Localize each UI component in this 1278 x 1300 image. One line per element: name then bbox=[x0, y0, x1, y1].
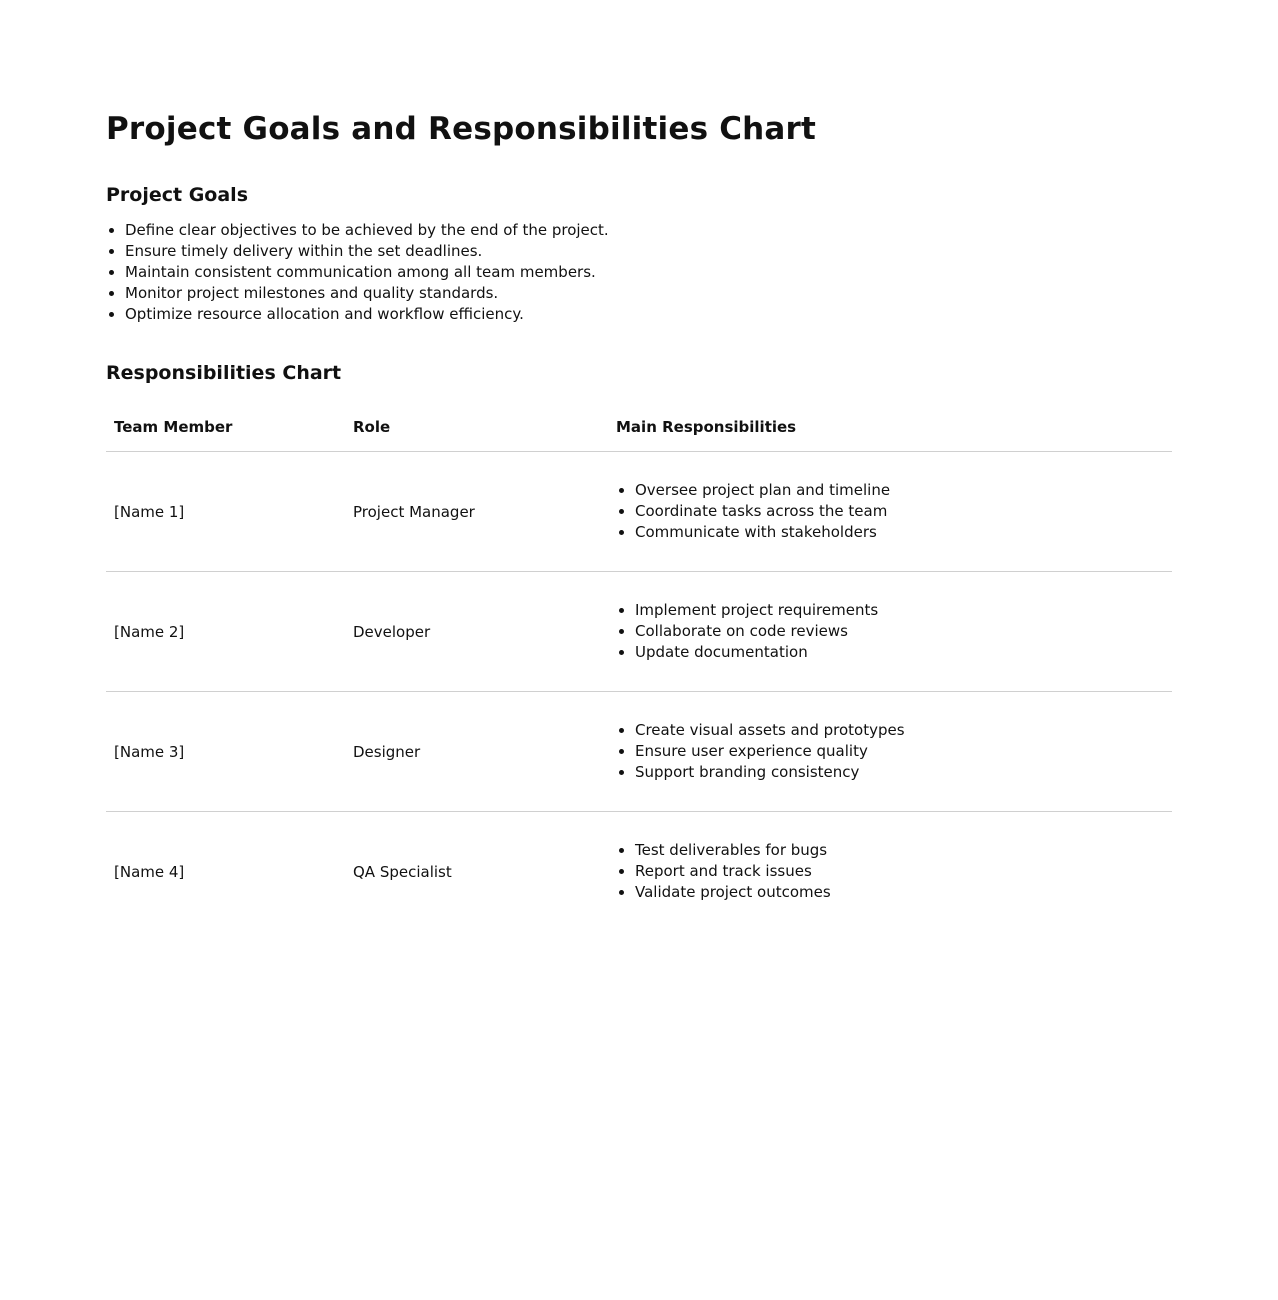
responsibility-item: • Oversee project plan and timeline bbox=[635, 480, 1164, 501]
responsibility-list bbox=[616, 600, 1164, 663]
table-header-row bbox=[106, 403, 1172, 452]
responsibility-item: • Communicate with stakeholders bbox=[635, 522, 1164, 543]
responsibilities-cell bbox=[608, 452, 1172, 572]
responsibility-item: • Implement project requirements bbox=[635, 600, 1164, 621]
responsibility-item: • Ensure user experience quality bbox=[635, 741, 1164, 762]
goal-item: • Monitor project milestones and quality standards. bbox=[125, 283, 1172, 304]
responsibilities-cell bbox=[608, 572, 1172, 692]
goals-list bbox=[106, 220, 1172, 325]
responsibilities-table bbox=[106, 403, 1172, 931]
team-member-cell: [Name 3] bbox=[106, 692, 345, 812]
role-cell: QA Specialist bbox=[353, 862, 452, 881]
page-title: Project Goals and Responsibilities Chart bbox=[106, 111, 817, 147]
table-row bbox=[106, 692, 1172, 812]
goal-item: • Maintain consistent communication among all team members. bbox=[125, 262, 1172, 283]
table-row bbox=[106, 452, 1172, 572]
responsibilities-cell bbox=[608, 692, 1172, 812]
table-row bbox=[106, 812, 1172, 932]
responsibility-item: • Collaborate on code reviews bbox=[635, 621, 1164, 642]
table-row bbox=[106, 572, 1172, 692]
column-header-team-member: Team Member bbox=[106, 403, 345, 452]
goal-item: • Optimize resource allocation and workflow efficiency. bbox=[125, 304, 1172, 325]
goal-item: • Define clear objectives to be achieved by the end of the project. bbox=[125, 220, 1172, 241]
responsibility-item: • Update documentation bbox=[635, 642, 1164, 663]
responsibility-item: • Coordinate tasks across the team bbox=[635, 501, 1164, 522]
column-header-main-responsibilities: Main Responsibilities bbox=[608, 403, 1172, 452]
responsibilities-cell bbox=[608, 812, 1172, 932]
role-cell: Designer bbox=[345, 692, 608, 812]
responsibility-list bbox=[616, 720, 1164, 783]
responsibility-item: • Support branding consistency bbox=[635, 762, 1164, 783]
responsibility-item: • Create visual assets and prototypes bbox=[635, 720, 1164, 741]
team-member-cell: [Name 4] bbox=[114, 862, 185, 881]
role-cell: Project Manager bbox=[345, 452, 608, 572]
responsibility-list bbox=[616, 840, 1164, 903]
role-cell: Developer bbox=[345, 572, 608, 692]
team-member-cell: [Name 1] bbox=[106, 452, 345, 572]
responsibility-list bbox=[616, 480, 1164, 543]
goals-heading: Project Goals bbox=[106, 184, 248, 206]
goal-item: • Ensure timely delivery within the set deadlines. bbox=[125, 241, 1172, 262]
responsibility-item: • Validate project outcomes bbox=[635, 882, 1164, 903]
team-member-cell: [Name 2] bbox=[106, 572, 345, 692]
column-header-role: Role bbox=[345, 403, 608, 452]
responsibility-item: • Test deliverables for bugs bbox=[635, 840, 1164, 861]
responsibility-item: • Report and track issues bbox=[635, 861, 1164, 882]
responsibilities-heading: Responsibilities Chart bbox=[106, 362, 342, 384]
